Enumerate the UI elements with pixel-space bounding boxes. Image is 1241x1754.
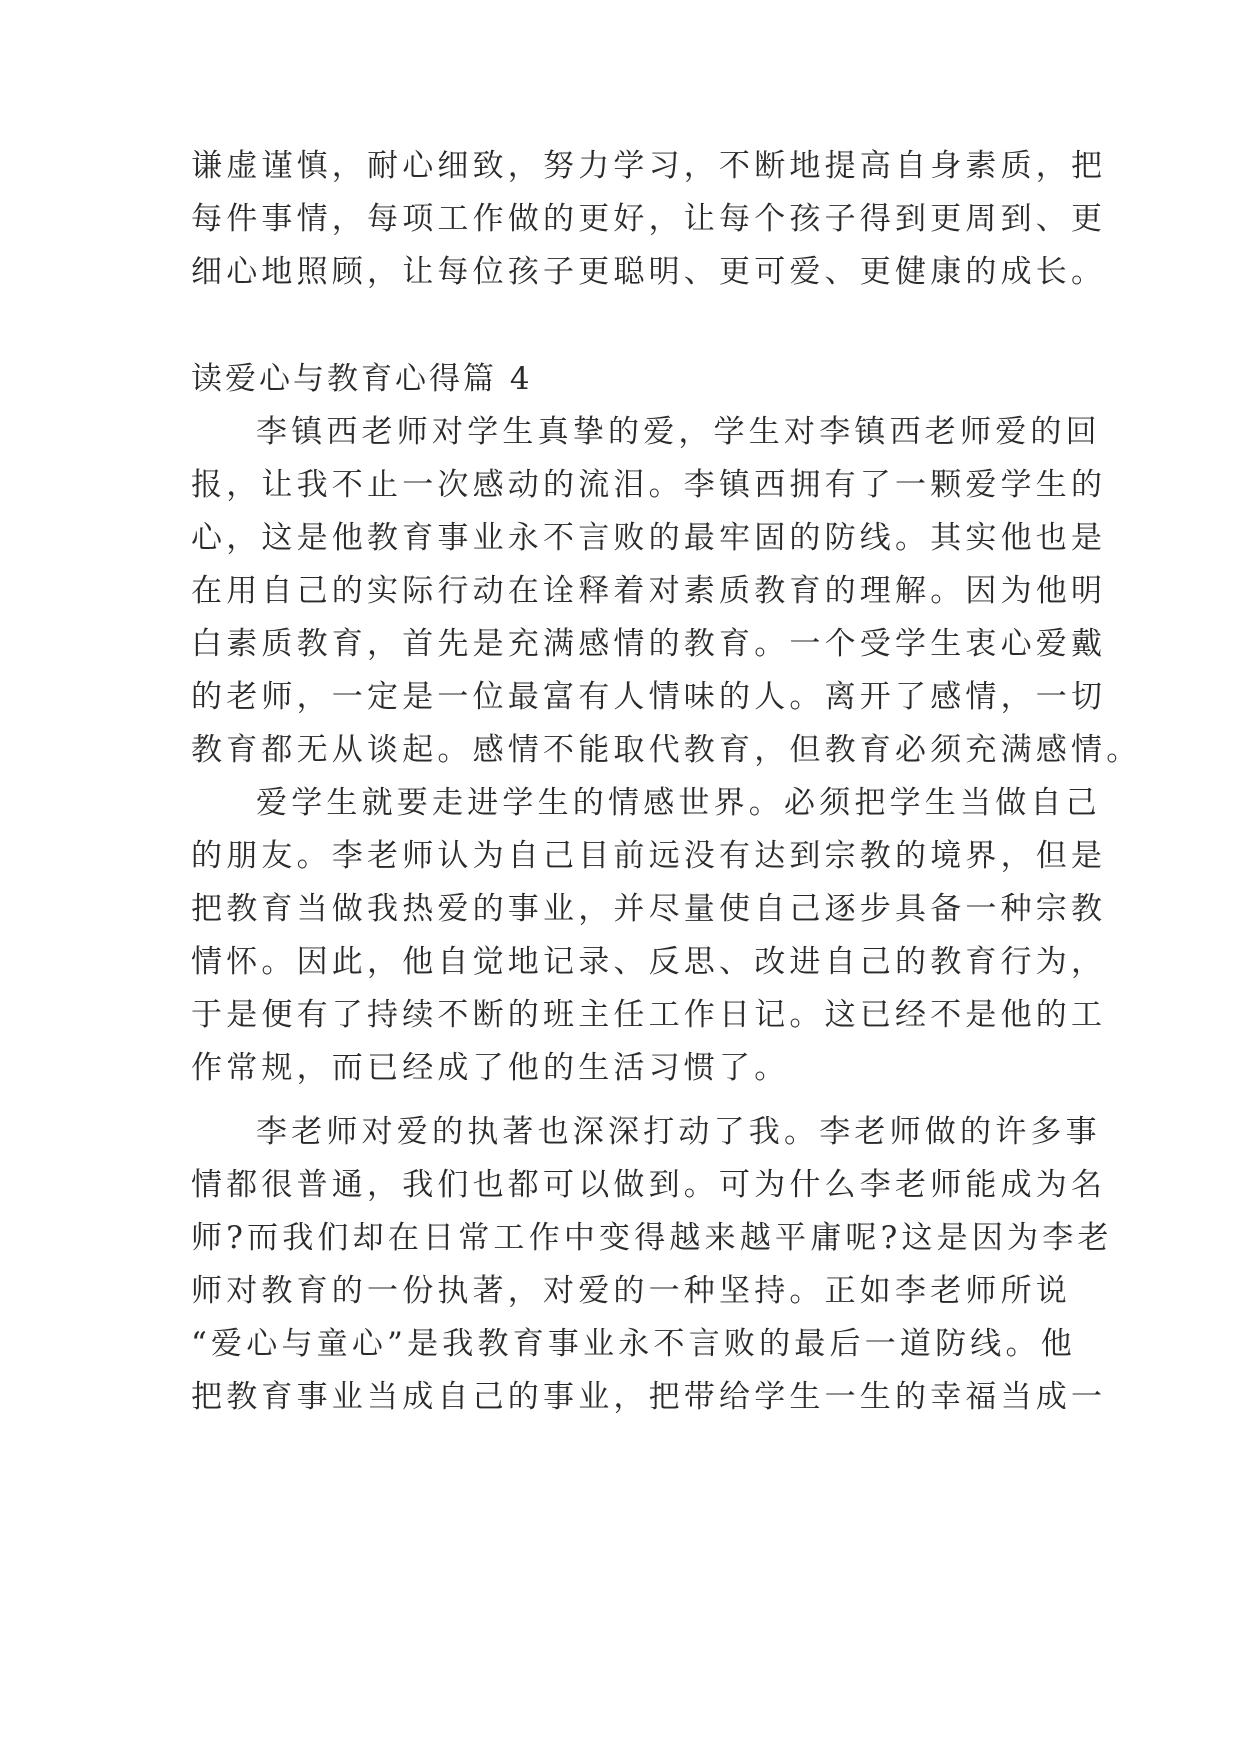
text-line: 把教育事业当成自己的事业，把带给学生一生的幸福当成一 — [191, 1379, 1107, 1415]
text-line: 心，这是他教育事业永不言败的最牢固的防线。其实他也是 — [191, 520, 1107, 556]
text-line: 情都很普通，我们也都可以做到。可为什么李老师能成为名 — [191, 1167, 1107, 1203]
text-line: 每件事情，每项工作做的更好，让每个孩子得到更周到、更 — [191, 201, 1107, 237]
text-line: 报，让我不止一次感动的流泪。李镇西拥有了一颗爱学生的 — [191, 467, 1107, 503]
text-line: 的老师，一定是一位最富有人情味的人。离开了感情，一切 — [191, 679, 1107, 715]
text-line: 在用自己的实际行动在诠释着对素质教育的理解。因为他明 — [191, 573, 1107, 609]
text-line: 情怀。因此，他自觉地记录、反思、改进自己的教育行为， — [191, 944, 1107, 980]
text-line: 师对教育的一份执著，对爱的一种坚持。正如李老师所说 — [191, 1273, 1071, 1309]
text-line: 谦虚谨慎，耐心细致，努力学习，不断地提高自身素质，把 — [191, 148, 1107, 184]
text-line: “爱心与童心”是我教育事业永不言败的最后一道防线。他 — [191, 1326, 1076, 1362]
text-line: 细心地照顾，让每位孩子更聪明、更可爱、更健康的成长。 — [191, 254, 1107, 290]
text-line: 师?而我们却在日常工作中变得越来越平庸呢?这是因为李老 — [191, 1220, 1113, 1256]
section-title: 读爱心与教育心得篇 4 — [191, 361, 533, 397]
text-line: 于是便有了持续不断的班主任工作日记。这已经不是他的工 — [191, 997, 1107, 1033]
text-line: 教育都无从谈起。感情不能取代教育，但教育必须充满感情。 — [191, 732, 1142, 768]
text-line: 把教育当做我热爱的事业，并尽量使自己逐步具备一种宗教 — [191, 891, 1107, 927]
text-line: 白素质教育，首先是充满感情的教育。一个受学生衷心爱戴 — [191, 626, 1107, 662]
text-line: 作常规，而已经成了他的生活习惯了。 — [191, 1050, 790, 1086]
text-line: 李老师对爱的执著也深深打动了我。李老师做的许多事 — [256, 1114, 1101, 1150]
text-line: 爱学生就要走进学生的情感世界。必须把学生当做自己 — [256, 785, 1101, 821]
text-line: 李镇西老师对学生真挚的爱，学生对李镇西老师爱的回 — [256, 414, 1101, 450]
text-line: 的朋友。李老师认为自己目前远没有达到宗教的境界，但是 — [191, 838, 1107, 874]
